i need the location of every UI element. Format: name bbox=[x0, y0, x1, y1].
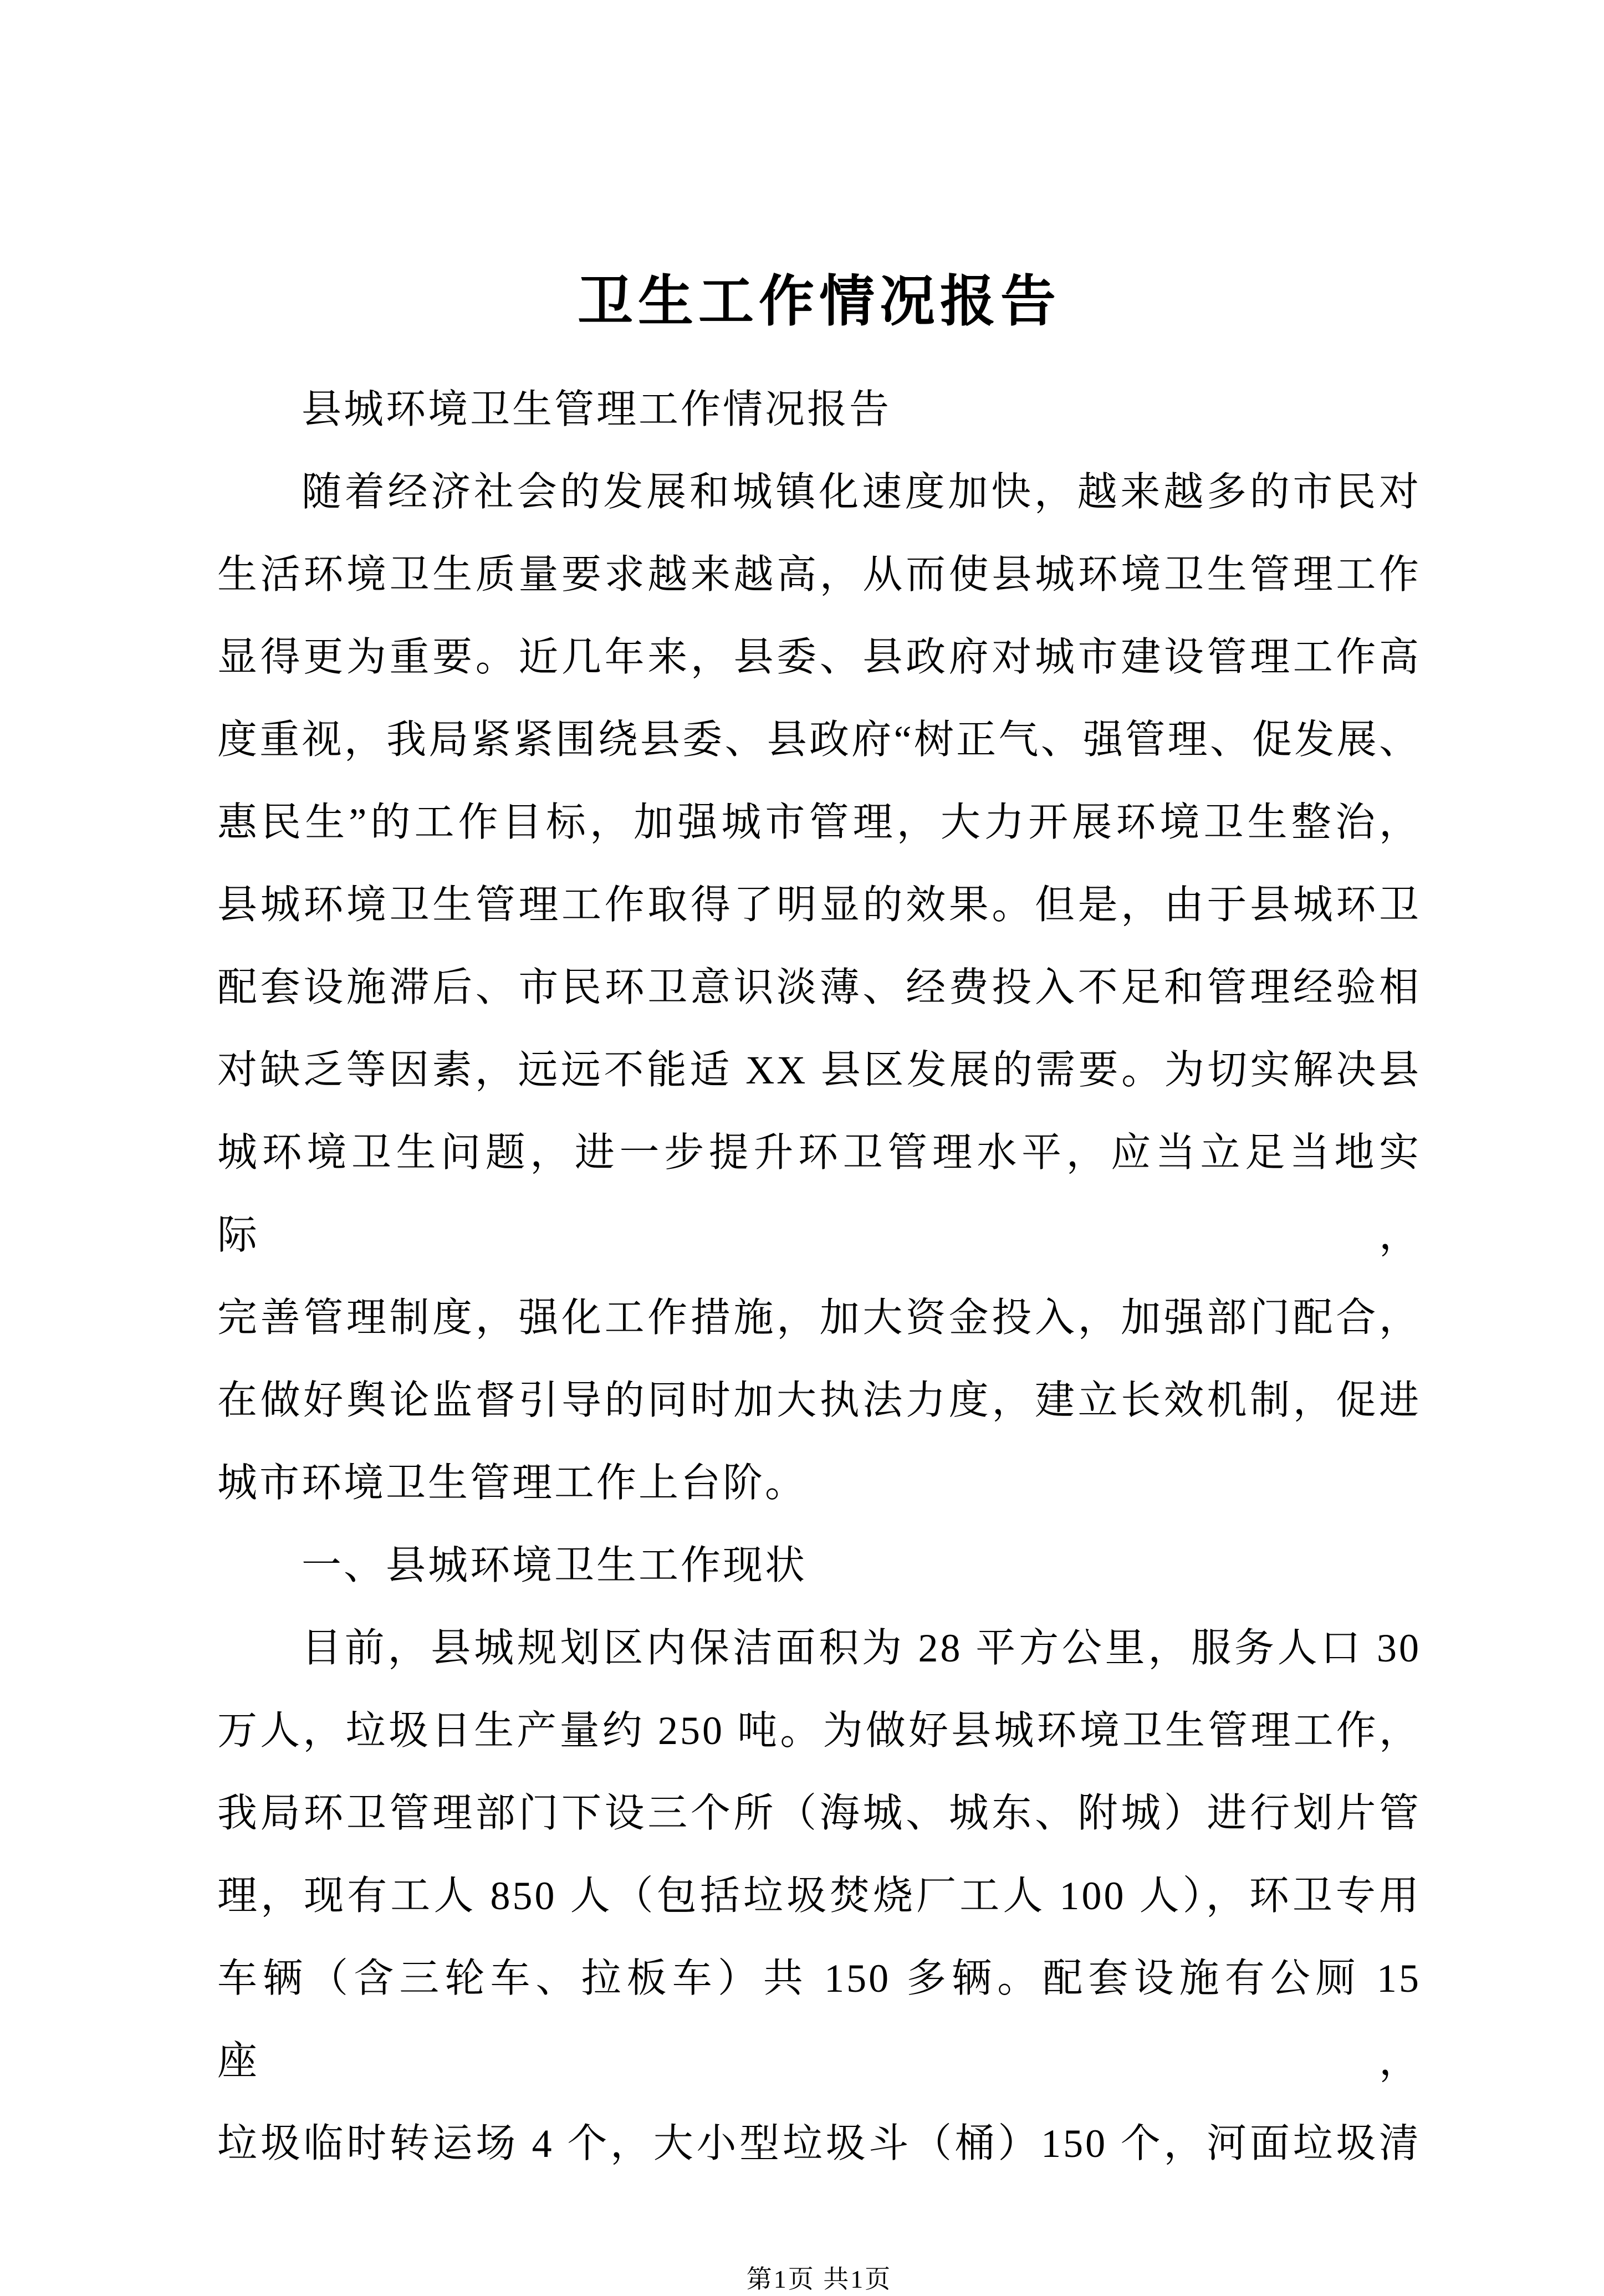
text-line: 随着经济社会的发展和城镇化速度加快，越来越多的市民对 bbox=[302, 470, 1421, 514]
text-line: 车辆（含三轮车、拉板车）共 150 多辆。配套设施有公厕 15 座， bbox=[217, 1956, 1421, 2083]
page-number-indicator: 第1页 共1页 bbox=[746, 2265, 892, 2293]
text-line: 县城环境卫生管理工作取得了明显的效果。但是，由于县城环卫 bbox=[217, 883, 1421, 927]
text-line: 显得更为重要。近几年来，县委、县政府对城市建设管理工作高 bbox=[217, 635, 1421, 679]
document-title: 卫生工作情况报告 bbox=[578, 271, 1061, 333]
text-line: 城环境卫生问题，进一步提升环卫管理水平，应当立足当地实际， bbox=[217, 1131, 1421, 1257]
text-line: 配套设施滞后、市民环卫意识淡薄、经费投入不足和管理经验相 bbox=[217, 965, 1421, 1010]
text-line: 对缺乏等因素，远远不能适 XX 县区发展的需要。为切实解决县 bbox=[217, 1048, 1421, 1092]
text-line: 县城环境卫生管理工作情况报告 bbox=[302, 387, 892, 432]
document-body bbox=[217, 369, 1421, 2185]
text-line: 万人，垃圾日生产量约 250 吨。为做好县城环境卫生管理工作， bbox=[217, 1709, 1421, 1753]
text-line: 完善管理制度，强化工作措施，加大资金投入，加强部门配合， bbox=[217, 1296, 1421, 1340]
text-line: 城市环境卫生管理工作上台阶。 bbox=[217, 1461, 808, 1505]
text-line: 我局环卫管理部门下设三个所（海城、城东、附城）进行划片管 bbox=[217, 1791, 1421, 1835]
text-line: 度重视，我局紧紧围绕县委、县政府“树正气、强管理、促发展、 bbox=[217, 718, 1421, 762]
page-footer bbox=[217, 2263, 1421, 2296]
text-line: 生活环境卫生质量要求越来越高，从而使县城环境卫生管理工作 bbox=[217, 553, 1421, 597]
text-line: 目前，县城规划区内保洁面积为 28 平方公里，服务人口 30 bbox=[302, 1626, 1421, 1670]
text-line: 在做好舆论监督引导的同时加大执法力度，建立长效机制，促进 bbox=[217, 1378, 1421, 1423]
text-line: 理，现有工人 850 人（包括垃圾焚烧厂工人 100 人），环卫专用 bbox=[217, 1874, 1421, 1918]
text-line: 一、县城环境卫生工作现状 bbox=[302, 1543, 808, 1588]
text-line: 垃圾临时转运场 4 个，大小型垃圾斗（桶）150 个，河面垃圾清 bbox=[217, 2121, 1421, 2166]
text-line: 惠民生”的工作目标，加强城市管理，大力开展环境卫生整治， bbox=[217, 800, 1421, 845]
